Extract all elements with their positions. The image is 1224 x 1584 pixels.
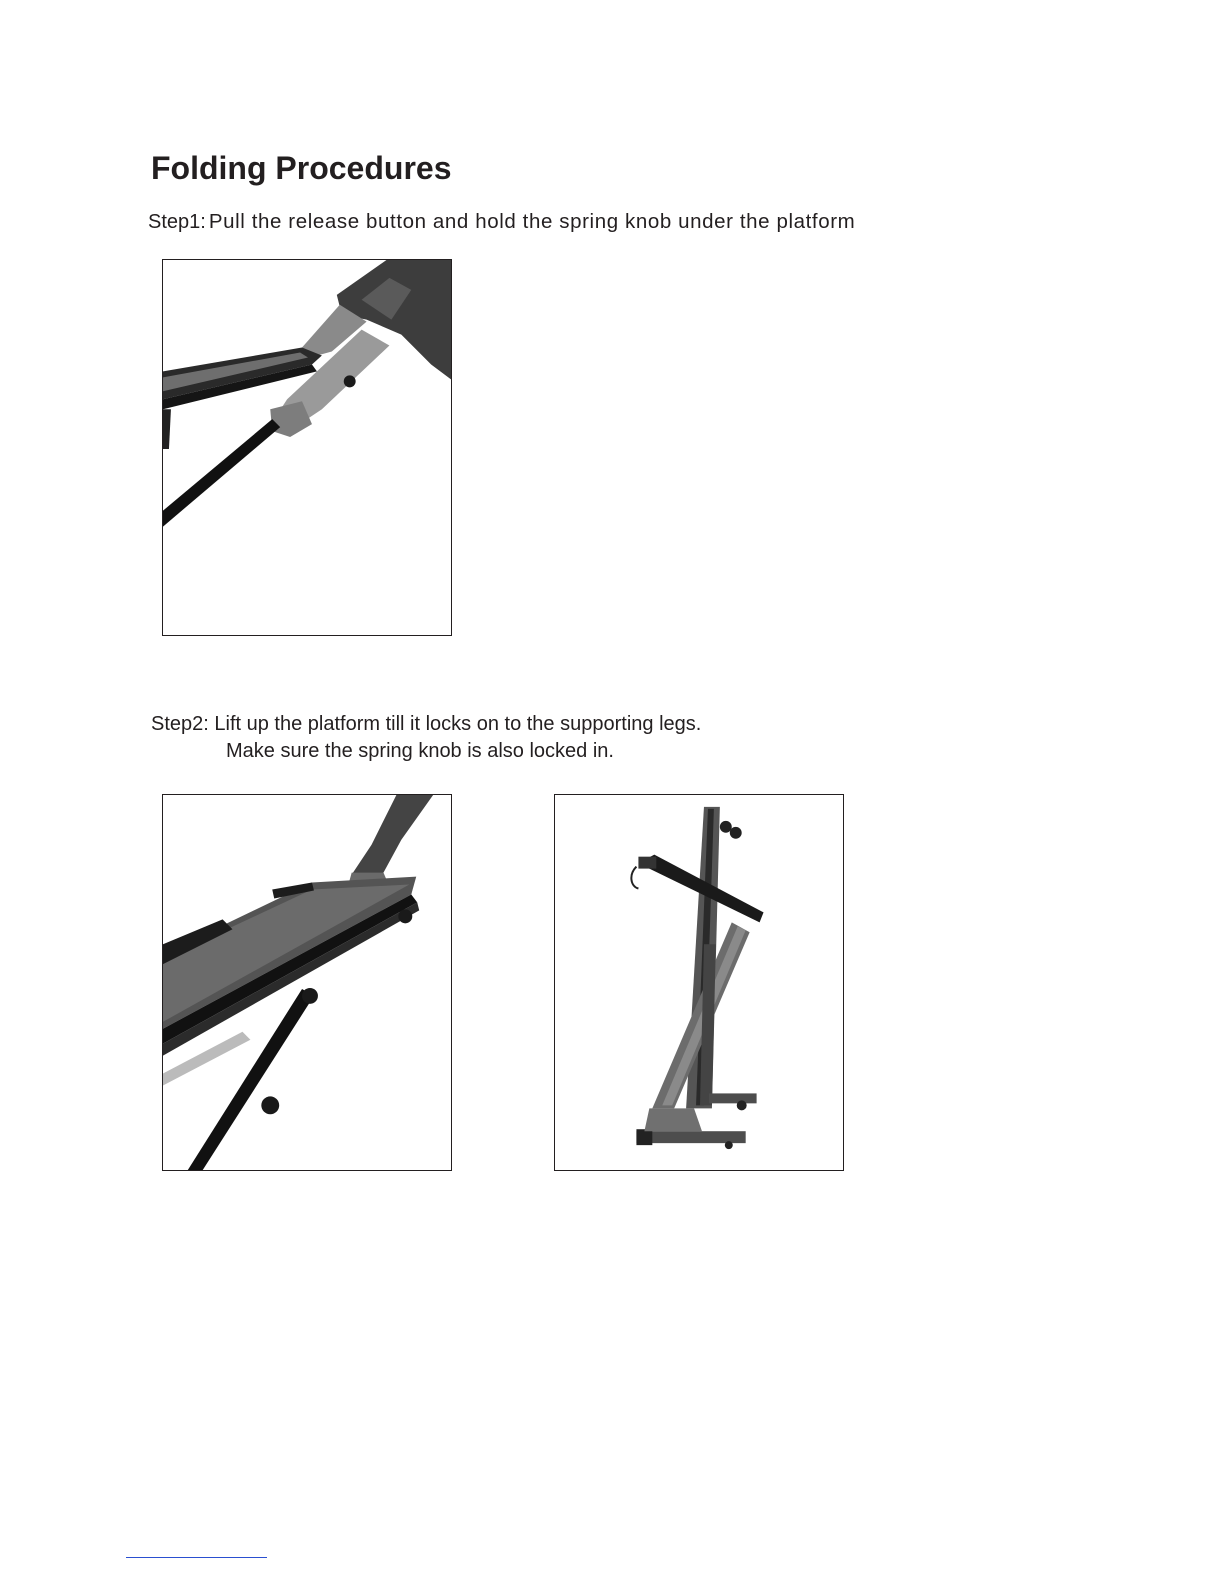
step2-text-line-1: Lift up the platform till it locks on to the supporting legs. xyxy=(214,713,702,735)
step1-instruction xyxy=(148,210,855,234)
page-title: Folding Procedures xyxy=(151,150,452,186)
step2-line-1 xyxy=(151,711,701,738)
step2-photo-folded xyxy=(554,794,844,1171)
step2-lift-illustration xyxy=(163,795,451,1170)
step1-text: Pull the release button and hold the spring knob under the platform xyxy=(208,210,856,233)
folded-treadmill-illustration xyxy=(555,795,843,1170)
step1-label: Step1: xyxy=(148,211,206,233)
step2-text-line-2: Make sure the spring knob is also locked in. xyxy=(226,740,614,762)
step2-instruction xyxy=(151,711,701,765)
footer-rule xyxy=(126,1557,267,1558)
step1-photo xyxy=(162,259,452,636)
step1-photo-illustration xyxy=(163,260,451,635)
step2-label: Step2: xyxy=(151,713,209,735)
step2-photo-lift xyxy=(162,794,452,1171)
